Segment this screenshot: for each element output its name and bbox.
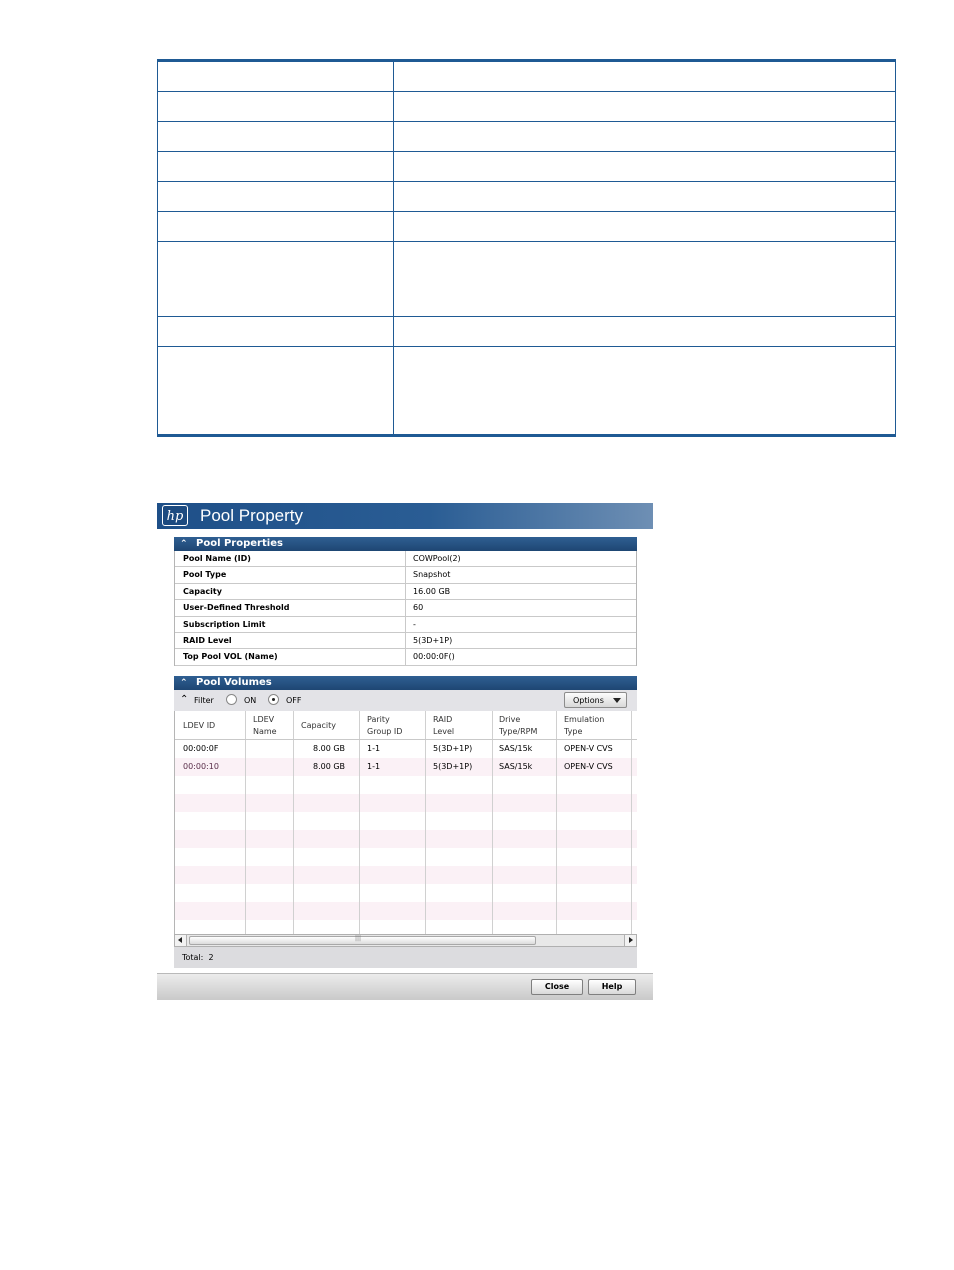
property-row <box>175 617 636 633</box>
property-row <box>175 584 636 600</box>
document-table-row <box>158 347 895 437</box>
filter-on-label: ON <box>244 696 257 705</box>
property-value: - <box>413 619 416 629</box>
document-table-row <box>158 317 895 347</box>
total-bar <box>174 947 637 968</box>
collapse-chevron-icon[interactable]: ⌃ <box>180 678 188 688</box>
dialog-footer <box>157 973 653 1000</box>
property-key: User-Defined Threshold <box>183 603 290 613</box>
scrollbar-thumb[interactable] <box>189 936 536 945</box>
total-count: Total: 2 <box>182 953 214 962</box>
column-header-ldev-name[interactable]: LDEV Name <box>253 715 277 736</box>
property-value: COWPool(2) <box>413 554 461 563</box>
property-value: 60 <box>413 603 424 613</box>
scroll-right-icon[interactable] <box>624 935 636 946</box>
table-row[interactable]: 00:00:10 8.00 GB 1-1 5(3D+1P) SAS/15k OPEN-V CVS <box>183 762 613 771</box>
filter-label: Filter <box>194 696 214 705</box>
dialog-title: Pool Property <box>200 506 303 525</box>
property-value: 5(3D+1P) <box>413 635 453 645</box>
document-table-row <box>158 152 895 182</box>
property-key: Pool Name (ID) <box>183 554 251 563</box>
scroll-left-icon[interactable] <box>175 935 187 946</box>
pool-volumes-header[interactable] <box>174 676 637 690</box>
document-table <box>157 59 896 437</box>
document-table-row <box>158 242 895 317</box>
property-key: Capacity <box>183 586 222 596</box>
pool-properties-header[interactable] <box>174 537 637 551</box>
table-row[interactable]: 00:00:0F 8.00 GB 1-1 5(3D+1P) SAS/15k OPEN-V CVS <box>183 744 613 753</box>
dialog-title-bar <box>157 503 653 529</box>
property-row <box>175 600 636 616</box>
property-value: 00:00:0F() <box>413 652 455 662</box>
property-row <box>175 567 636 583</box>
property-row <box>175 649 636 665</box>
help-button[interactable]: Help <box>588 979 636 995</box>
column-header-capacity[interactable]: Capacity <box>301 721 336 730</box>
filter-on-radio[interactable] <box>226 694 237 705</box>
property-row <box>175 551 636 567</box>
document-table-row <box>158 212 895 242</box>
document-table-row <box>158 182 895 212</box>
column-header-emulation-type[interactable]: Emulation Type <box>564 715 605 736</box>
pool-property-dialog <box>157 503 653 1000</box>
property-key: RAID Level <box>183 635 232 645</box>
filter-off-label: OFF <box>286 696 302 705</box>
collapse-chevron-icon[interactable]: ⌃ <box>180 539 188 549</box>
filter-expand-icon[interactable]: ⌃ <box>180 694 189 705</box>
property-value: 16.00 GB <box>413 586 451 596</box>
horizontal-scrollbar[interactable] <box>174 934 637 947</box>
volumes-toolbar <box>174 690 637 711</box>
close-button[interactable]: Close <box>531 979 583 995</box>
filter-off-radio[interactable] <box>268 694 279 705</box>
property-key: Subscription Limit <box>183 619 266 629</box>
property-key: Top Pool VOL (Name) <box>183 652 278 662</box>
document-table-row <box>158 122 895 152</box>
column-header-ldev-id[interactable]: LDEV ID <box>183 721 216 730</box>
pool-volumes-title: Pool Volumes <box>196 677 272 688</box>
column-header-raid-level[interactable]: RAID Level <box>433 715 455 736</box>
property-key: Pool Type <box>183 570 227 580</box>
document-table-header-row <box>158 62 895 92</box>
table-header <box>175 711 637 740</box>
pool-properties-title: Pool Properties <box>196 538 283 549</box>
options-button[interactable] <box>564 692 627 708</box>
hp-logo: hp <box>162 505 188 526</box>
column-header-parity-group[interactable]: Parity Group ID <box>367 715 403 736</box>
column-header-drive-type[interactable]: Drive Type/RPM <box>499 715 538 736</box>
property-value: Snapshot <box>413 570 451 580</box>
chevron-down-icon <box>613 698 621 703</box>
pool-volumes-table <box>174 711 637 934</box>
pool-properties-table <box>174 551 637 666</box>
document-table-row <box>158 92 895 122</box>
options-button-label: Options <box>573 696 604 705</box>
property-row <box>175 633 636 649</box>
